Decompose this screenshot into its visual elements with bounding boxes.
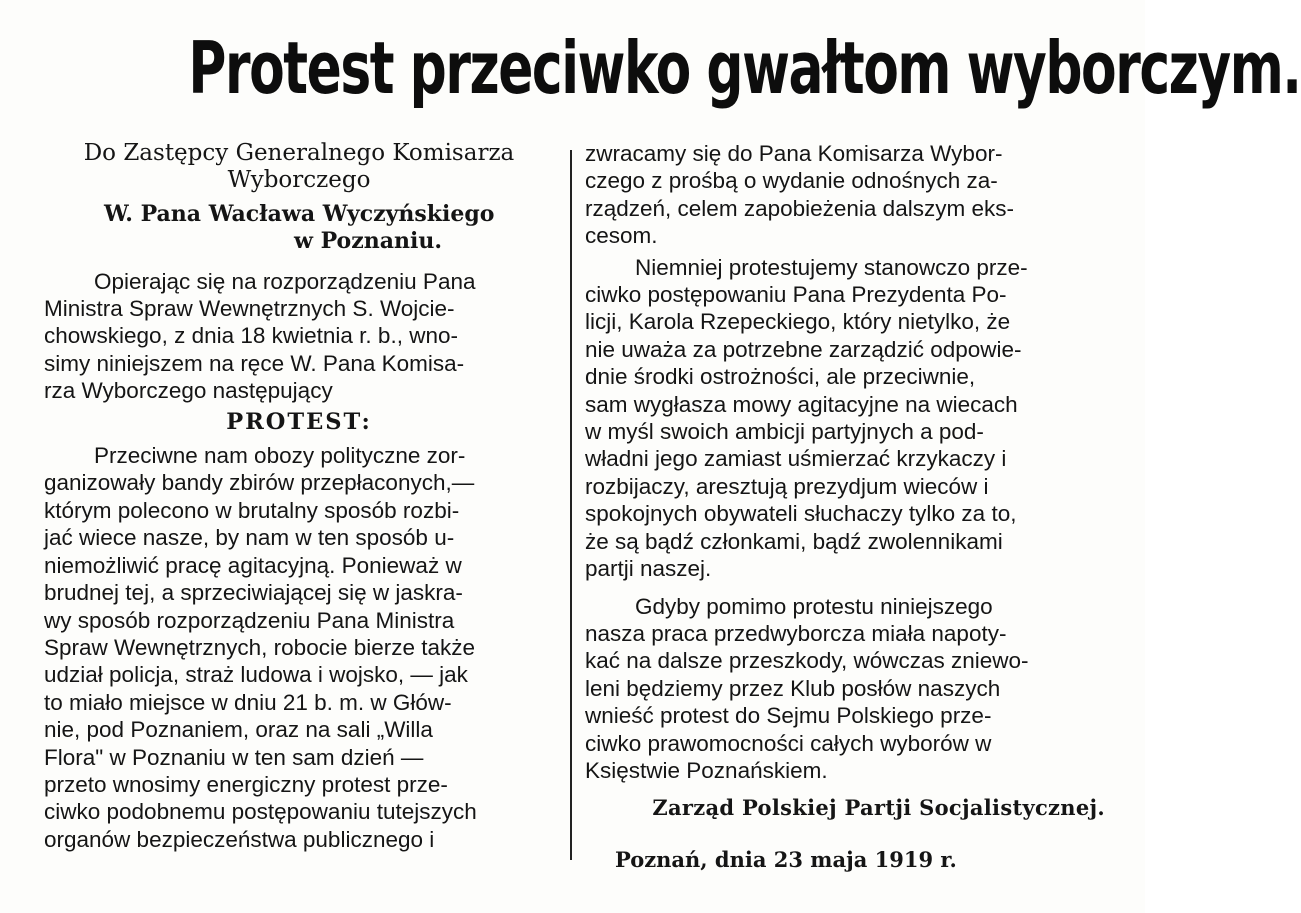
text-line: Niemniej protestujemy stanowczo prze- [635, 254, 1028, 280]
text-line: rządzeń, celem zapobieżenia dalszym eks- [585, 195, 1014, 221]
text-line: rozbijaczy, aresztują prezydjum wieców i [585, 473, 989, 499]
text-line: sam wygłasza mowy agitacyjne na wiecach [585, 391, 1018, 417]
text-line: ciwko prawomocności całych wyborów w [585, 730, 992, 756]
text-line: dnie środki ostrożności, ale przeciwnie, [585, 364, 976, 390]
text-line: leni będziemy przez Klub posłów naszych [585, 675, 1001, 701]
text-line: organów bezpieczeństwa publicznego i [44, 826, 435, 852]
text-line: Spraw Wewnętrznych, robocie bierze także [44, 634, 476, 660]
text-line: jać wiece nasze, by nam w ten sposób u- [44, 525, 455, 551]
text-line: rza Wyborczego następujący [44, 378, 333, 404]
signature: Zarząd Polskiej Partji Socjalistycznej. [652, 795, 1105, 821]
second-paragraph [585, 254, 1105, 583]
text-line: brudnej tej, a sprzeciwiającej się w jaskra- [44, 580, 463, 606]
text-line: Ministra Spraw Wewnętrznych S. Wojcie- [44, 296, 455, 322]
text-line: udział policja, straż ludowa i wojsko, — jak [44, 662, 468, 688]
text-line: kać na dalsze przeszkody, wówczas zniewo- [585, 648, 1029, 674]
text-line: chowskiego, z dnia 18 kwietnia r. b., wno- [44, 323, 458, 349]
dateline: Poznań, dnia 23 maja 1919 r. [615, 846, 957, 872]
text-line: nie uważa za potrzebne zarządzić odpowie- [585, 336, 1022, 362]
recipient-block [44, 201, 554, 256]
text-line: wnieść protest do Sejmu Polskiego prze- [585, 703, 992, 729]
text-line: to miało miejsce w dniu 21 b. m. w Głów- [44, 689, 452, 715]
protest-title: PROTEST: [226, 408, 372, 435]
text-line: Opierając się na rozporządzeniu Pana [94, 268, 476, 294]
text-line: zwracamy się do Pana Komisarza Wybor- [585, 141, 1003, 166]
recipient-name: W. Pana Wacława Wyczyńskiego [104, 200, 495, 227]
text-line: wy sposób rozporządzeniu Pana Ministra [44, 607, 455, 633]
intro-paragraph [44, 268, 554, 405]
addressee-block [44, 140, 554, 195]
text-line: przeto wnosimy energiczny protest prze- [44, 771, 448, 797]
addressee-line: Do Zastępcy Generalnego Komisarza [83, 140, 515, 166]
text-line: nasza praca przedwyborcza miała napoty- [585, 620, 1007, 646]
text-line: którym polecono w brutalny sposób rozbi- [44, 497, 460, 523]
text-line: nie, pod Poznaniem, oraz na sali „Willa [44, 717, 433, 743]
text-line: partji naszej. [585, 556, 712, 582]
text-line: ciwko podobnemu postępowaniu tutejszych [44, 799, 477, 825]
text-line: Księstwie Poznańskiem. [585, 757, 828, 783]
text-line: władni jego zamiast uśmierzać krzykaczy i [585, 446, 1007, 472]
headline: Protest przeciwko gwałtom wyborczym. [188, 26, 1301, 110]
text-line: Przeciwne nam obozy polityczne zor- [94, 443, 466, 469]
text-line: ganizowały bandy zbirów przepłaconych,— [44, 470, 475, 496]
column-divider [570, 150, 572, 860]
right-column [585, 140, 1105, 873]
text-line: niemożliwić pracę agitacyjną. Ponieważ w [44, 552, 462, 578]
text-line: że są bądź członkami, bądź zwolennikami [585, 528, 1003, 554]
left-column [44, 140, 554, 853]
text-line: simy niniejszem na ręce W. Pana Komisa- [44, 350, 465, 376]
text-line: w myśl swoich ambicji partyjnych a pod- [585, 419, 984, 445]
third-paragraph [585, 593, 1105, 785]
recipient-place: w Poznaniu. [294, 228, 442, 255]
text-line: cesom. [585, 223, 658, 249]
text-line: Flora" w Poznaniu w ten sam dzień — [44, 744, 424, 770]
text-line: ciwko postępowaniu Pana Prezydenta Po- [585, 282, 1007, 308]
text-line: licji, Karola Rzepeckiego, który nietylko, że [585, 309, 1011, 335]
text-line: spokojnych obywateli słuchaczy tylko za to, [585, 501, 1017, 527]
text-line: Gdyby pomimo protestu niniejszego [635, 593, 993, 619]
continuation-paragraph [585, 140, 1105, 250]
text-line: czego z prośbą o wydanie odnośnych za- [585, 168, 998, 194]
addressee-line: Wyborczego [227, 167, 371, 194]
protest-body [44, 442, 554, 853]
